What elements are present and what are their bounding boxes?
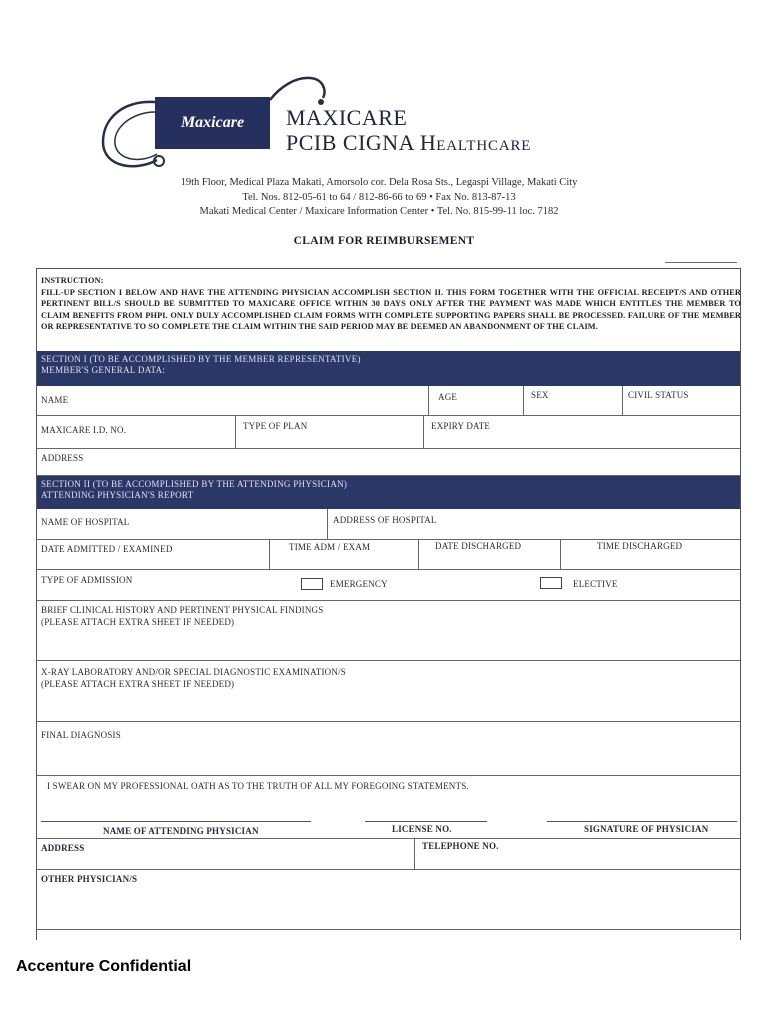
- section2-title: SECTION II (TO BE ACCOMPLISHED BY THE ATTENDING PHYSICIAN): [41, 479, 348, 489]
- signature-label: SIGNATURE OF PHYSICIAN: [584, 824, 709, 834]
- xray-note: (PLEASE ATTACH EXTRA SHEET IF NEEDED): [41, 679, 235, 689]
- title-rule: [665, 262, 737, 263]
- brand-name-line1: MAXICARE: [286, 105, 408, 130]
- physician-name-label: NAME OF ATTENDING PHYSICIAN: [103, 826, 259, 836]
- xray-label: X-RAY LABORATORY AND/OR SPECIAL DIAGNOSTIC EXAMINATION/S: [41, 667, 346, 677]
- hospital-address-label: ADDRESS OF HOSPITAL: [333, 515, 437, 525]
- section2-band: [37, 476, 740, 509]
- hospital-name-label: NAME OF HOSPITAL: [41, 517, 130, 527]
- age-label: AGE: [438, 392, 458, 402]
- brand-line2-main: PCIB CIGNA H: [286, 130, 437, 155]
- brand-line2-small: EALTHCARE: [436, 138, 532, 154]
- emergency-checkbox[interactable]: [301, 578, 323, 590]
- date-discharged-label: DATE DISCHARGED: [435, 541, 522, 551]
- license-no-label: LICENSE NO.: [392, 824, 452, 834]
- maxicare-id-label: MAXICARE I.D. NO.: [41, 425, 127, 435]
- civil-status-label: CIVIL STATUS: [628, 390, 689, 400]
- member-address-label: ADDRESS: [41, 453, 84, 463]
- physician-address-label: ADDRESS: [41, 843, 85, 853]
- clinical-history-note: (PLEASE ATTACH EXTRA SHEET IF NEEDED): [41, 617, 235, 627]
- oath-statement: I SWEAR ON MY PROFESSIONAL OATH AS TO THE TRUTH OF ALL MY FOREGOING STATEMENTS.: [47, 781, 469, 791]
- time-discharged-label: TIME DISCHARGED: [597, 541, 683, 551]
- maxicare-logo: Maxicare: [155, 97, 270, 149]
- sex-label: SEX: [531, 390, 549, 400]
- name-label: NAME: [41, 395, 69, 405]
- expiry-date-label: EXPIRY DATE: [431, 421, 491, 431]
- section1-title: SECTION I (TO BE ACCOMPLISHED BY THE MEMBER REPRESENTATIVE): [41, 354, 361, 364]
- emergency-label: EMERGENCY: [330, 579, 388, 589]
- form-title: CLAIM FOR REIMBURSEMENT: [293, 235, 475, 247]
- elective-checkbox[interactable]: [540, 577, 562, 589]
- telephone-label: TELEPHONE NO.: [422, 841, 499, 851]
- type-of-admission-label: TYPE OF ADMISSION: [41, 575, 133, 585]
- instruction-block: [41, 275, 741, 333]
- section1-subtitle: MEMBER'S GENERAL DATA:: [41, 365, 166, 375]
- instruction-text: FILL-UP SECTION I BELOW AND HAVE THE ATTENDING PHYSICIAN ACCOMPLISH SECTION II. THIS FORM TOGETHER WITH THE OFFICIAL RECEIPT/S AND OTHER PERTINENT BILL/S SHOULD BE SUBMITTED TO MAXICARE OFFICE WITHIN 30 DAYS ONLY AFTER THE PAYMENT WAS MADE WHICH ENTITLES THE MEMBER TO CLAIM BENEFITS FROM PHPI. ONLY DULY ACCOMPLISHED CLAIM FORMS WITH COMPLETE SUPPORTING PAPERS SHALL BE PROCESSED. FAILURE OF THE MEMBER OR REPRESENTATIVE TO SO COMPLETE THE CLAIM WITHIN THE SAID PERIOD MAY BE DEEMED AN ABANDONMENT OF THE CLAIM.: [41, 287, 741, 332]
- confidential-footer: Accenture Confidential: [16, 958, 192, 975]
- address-line-2: Tel. Nos. 812-05-61 to 64 / 812-86-66 to 69 • Fax No. 813-87-13: [242, 192, 516, 203]
- elective-label: ELECTIVE: [573, 579, 618, 589]
- section1-band: [37, 351, 740, 386]
- claim-form: [36, 268, 741, 940]
- address-line-1: 19th Floor, Medical Plaza Makati, Amorsolo cor. Dela Rosa Sts., Legaspi Village, Makati City: [180, 177, 578, 188]
- other-physicians-label: OTHER PHYSICIAN/S: [41, 874, 138, 884]
- brand-name-line2: [286, 130, 531, 156]
- time-admitted-label: TIME ADM / EXAM: [289, 542, 371, 552]
- instruction-heading: INSTRUCTION:: [41, 276, 104, 285]
- address-line-3: Makati Medical Center / Maxicare Information Center • Tel. No. 815-99-11 loc. 7182: [199, 206, 559, 217]
- final-diagnosis-label: FINAL DIAGNOSIS: [41, 730, 121, 740]
- date-admitted-label: DATE ADMITTED / EXAMINED: [41, 544, 173, 554]
- section2-subtitle: ATTENDING PHYSICIAN'S REPORT: [41, 490, 194, 500]
- clinical-history-label: BRIEF CLINICAL HISTORY AND PERTINENT PHYSICAL FINDINGS: [41, 605, 324, 615]
- type-of-plan-label: TYPE OF PLAN: [243, 421, 308, 431]
